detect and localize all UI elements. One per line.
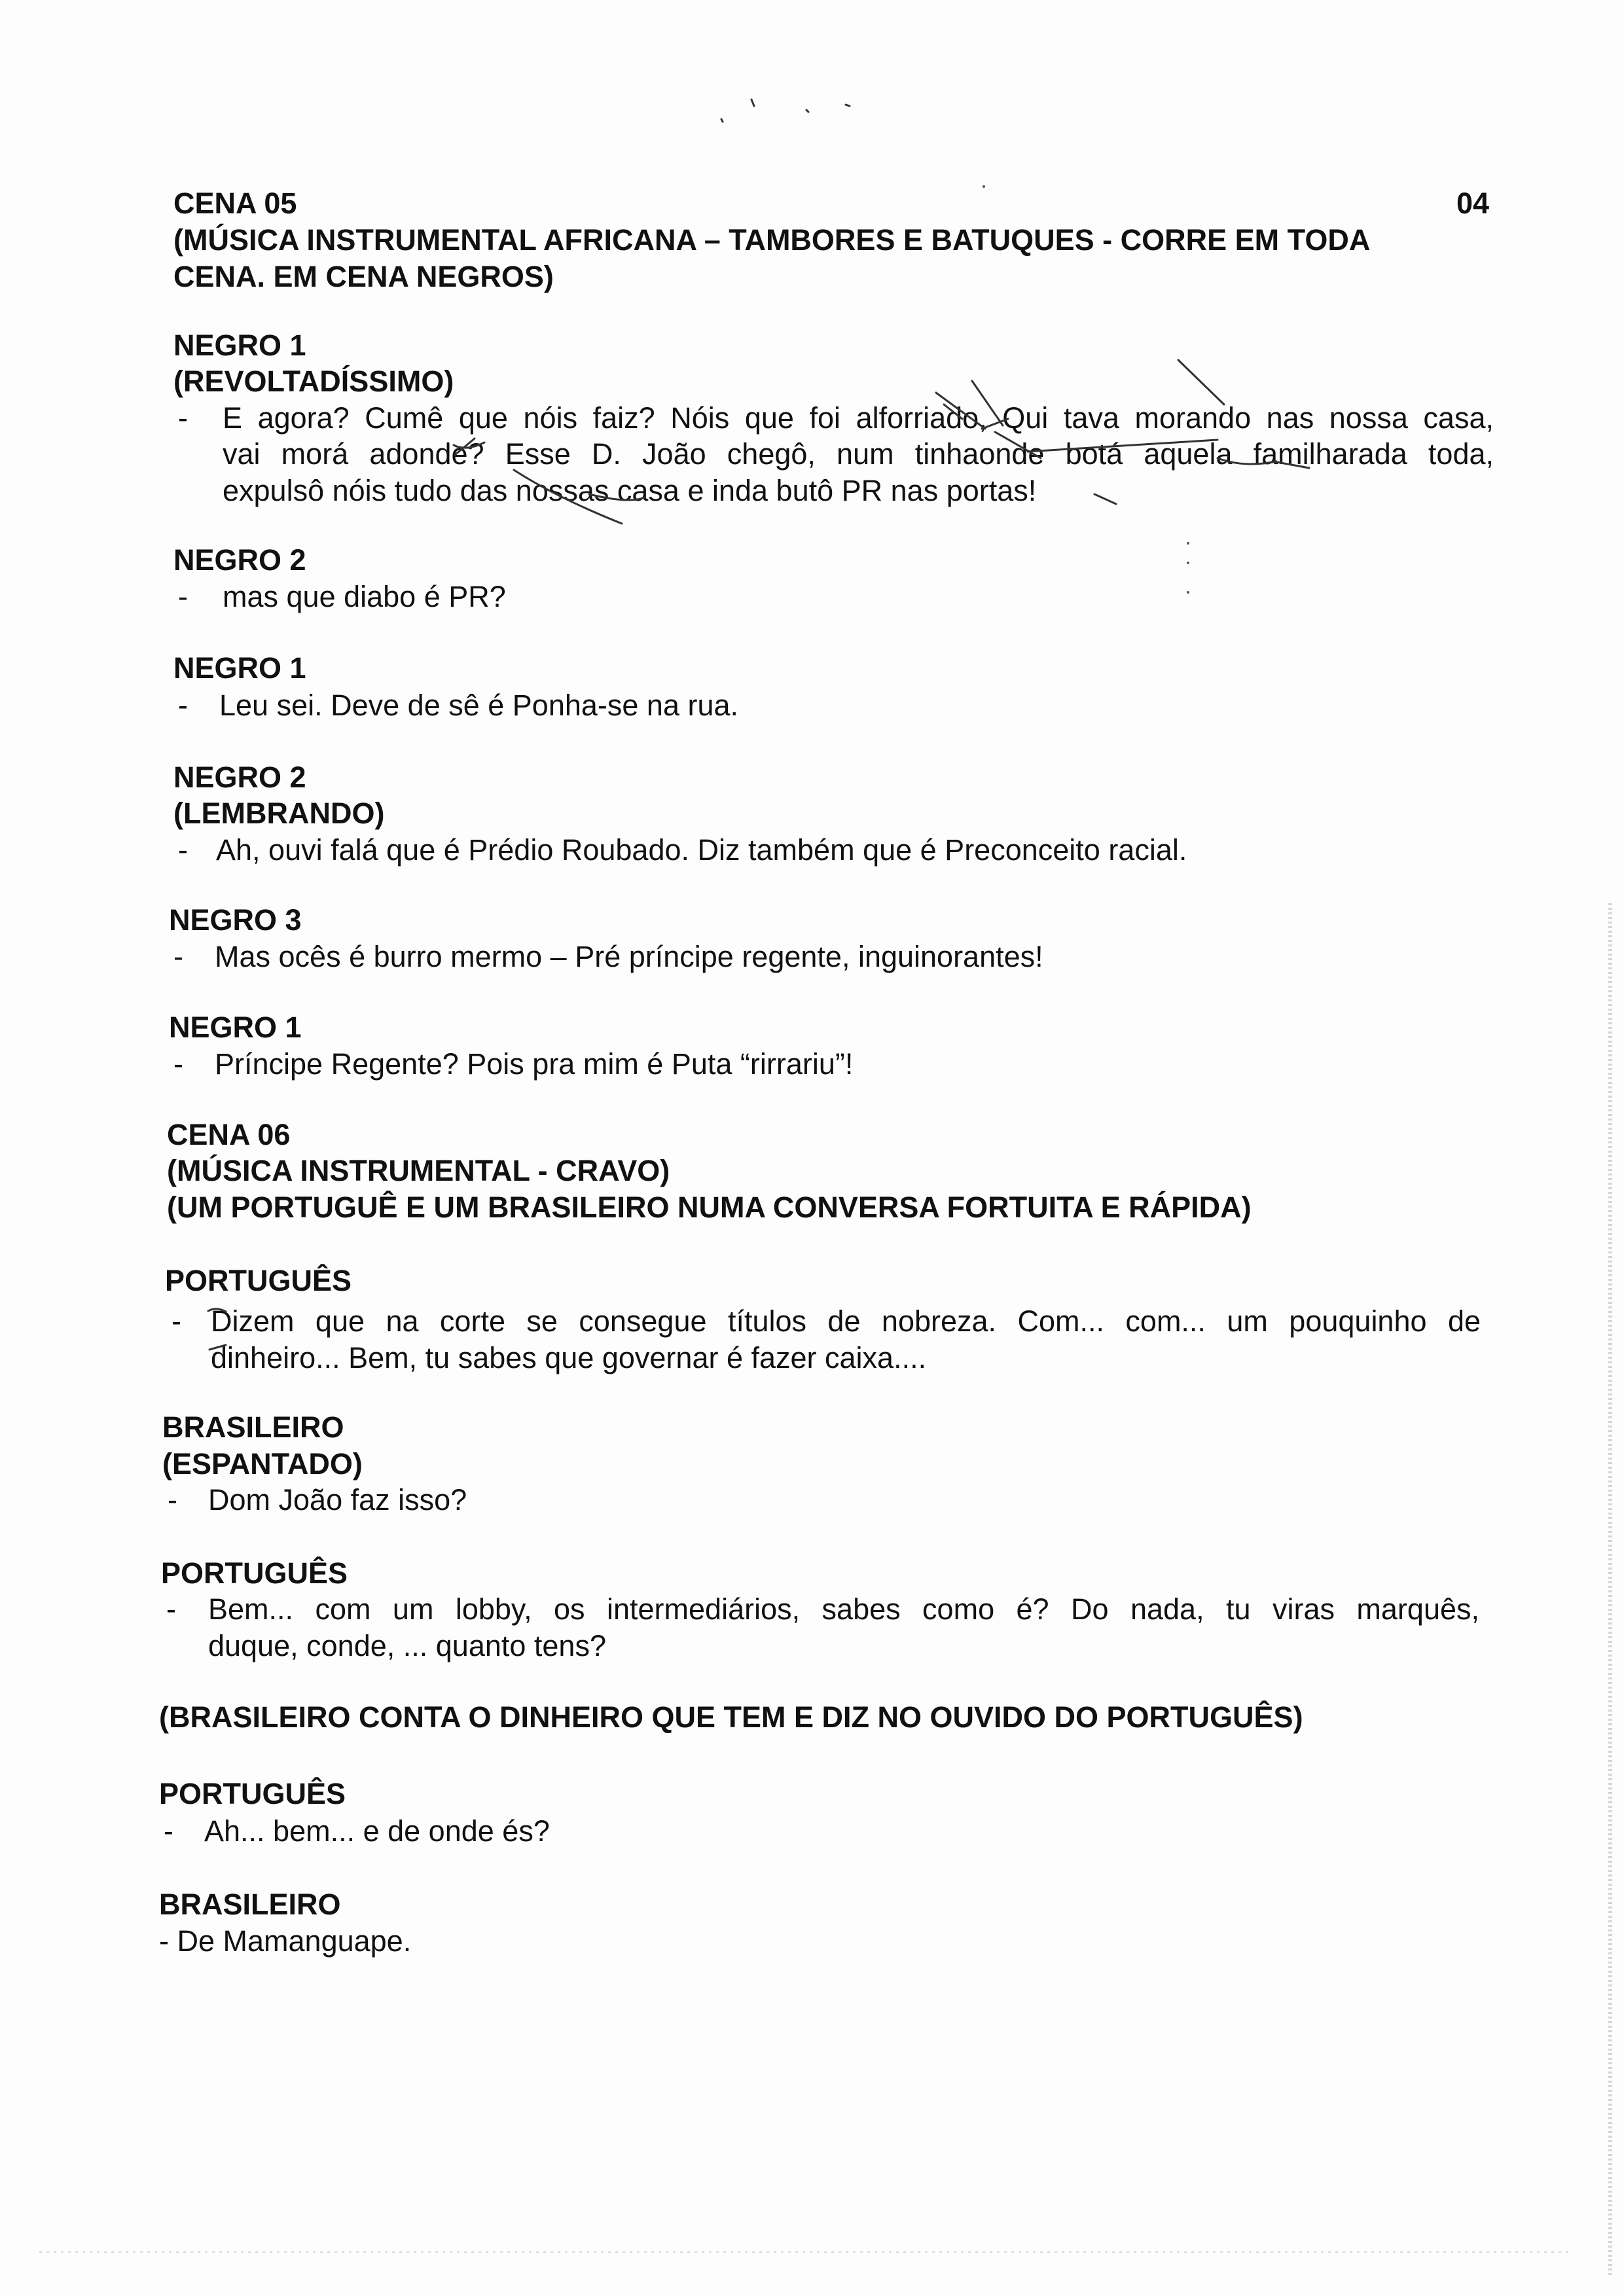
- direction-espantado: (ESPANTADO): [162, 1447, 363, 1480]
- scan-bottom-artifact: [39, 2251, 1571, 2253]
- dialogue-line: Ah... bem... e de onde és?: [204, 1814, 550, 1848]
- scene-6-direction-line-2: (UM PORTUGUÊ E UM BRASILEIRO NUMA CONVERSA FORTUITA E RÁPIDA): [167, 1191, 1252, 1224]
- scene-5-direction-line-2: CENA. EM CENA NEGROS): [173, 260, 554, 293]
- page-number: 04: [1456, 187, 1490, 220]
- direction-revoltadissimo: (REVOLTADÍSSIMO): [173, 365, 454, 398]
- speaker-brasileiro: BRASILEIRO: [159, 1888, 341, 1921]
- direction-lembrando: (LEMBRANDO): [173, 797, 385, 830]
- dialogue-line: - De Mamanguape.: [159, 1924, 412, 1958]
- dialogue-line: mas que diabo é PR?: [223, 580, 506, 613]
- stage-direction: (BRASILEIRO CONTA O DINHEIRO QUE TEM E DIZ NO OUVIDO DO PORTUGUÊS): [159, 1700, 1303, 1734]
- speaker-negro-3: NEGRO 3: [169, 903, 302, 937]
- speaker-negro-2: NEGRO 2: [173, 761, 306, 794]
- scan-edge-artifact: [1608, 903, 1612, 2278]
- scene-6-title: CENA 06: [167, 1118, 291, 1151]
- dialogue-dash: -: [171, 1304, 181, 1338]
- dialogue-line: Ah, ouvi falá que é Prédio Roubado. Diz também que é Preconceito racial.: [216, 833, 1187, 867]
- dialogue-line: Bem... com um lobby, os intermediários, sabes como é? Do nada, tu viras marquês,: [208, 1592, 1479, 1626]
- dialogue-dash: -: [178, 689, 188, 722]
- scene-5-title: CENA 05: [173, 187, 297, 220]
- speaker-negro-2: NEGRO 2: [173, 543, 306, 577]
- dialogue-dash: -: [178, 833, 188, 867]
- speaker-brasileiro: BRASILEIRO: [162, 1410, 344, 1444]
- speaker-portugues: PORTUGUÊS: [159, 1777, 346, 1810]
- speaker-portugues: PORTUGUÊS: [161, 1556, 348, 1590]
- dialogue-line: duque, conde, ... quanto tens?: [208, 1629, 606, 1662]
- dialogue-line: Mas ocês é burro mermo – Pré príncipe regente, inguinorantes!: [215, 940, 1043, 973]
- dialogue-dash: -: [164, 1814, 173, 1848]
- speaker-negro-1: NEGRO 1: [169, 1011, 302, 1044]
- dialogue-line: dinheiro... Bem, tu sabes que governar é fazer caixa....: [211, 1341, 927, 1374]
- dialogue-dash: -: [173, 940, 183, 973]
- dialogue-line: Príncipe Regente? Pois pra mim é Puta “rirrariu”!: [215, 1047, 854, 1081]
- speaker-negro-1: NEGRO 1: [173, 651, 306, 685]
- dialogue-line: Dizem que na corte se consegue títulos de nobreza. Com... com... um pouquinho de: [211, 1304, 1481, 1338]
- dialogue-line: expulsô nóis tudo das nossas casa e inda butô PR nas portas!: [223, 474, 1037, 507]
- dialogue-line: vai morá adonde? Esse D. João chegô, num tinhaonde botá aquela familharada toda,: [223, 437, 1494, 471]
- dialogue-dash: -: [166, 1592, 176, 1626]
- dialogue-dash: -: [178, 401, 188, 435]
- dialogue-dash: -: [178, 580, 188, 613]
- speaker-portugues: PORTUGUÊS: [165, 1264, 352, 1297]
- scene-6-direction-line-1: (MÚSICA INSTRUMENTAL - CRAVO): [167, 1154, 670, 1187]
- dialogue-line: E agora? Cumê que nóis faiz? Nóis que foi alforriado, Qui tava morando nas nossa casa,: [223, 401, 1494, 435]
- speaker-negro-1: NEGRO 1: [173, 329, 306, 362]
- scene-5-direction-line-1: (MÚSICA INSTRUMENTAL AFRICANA – TAMBORES E BATUQUES - CORRE EM TODA: [173, 223, 1371, 257]
- dialogue-dash: -: [173, 1047, 183, 1081]
- dialogue-dash: -: [168, 1483, 177, 1516]
- dialogue-line: Dom João faz isso?: [208, 1483, 467, 1516]
- dialogue-line: Leu sei. Deve de sê é Ponha-se na rua.: [219, 689, 739, 722]
